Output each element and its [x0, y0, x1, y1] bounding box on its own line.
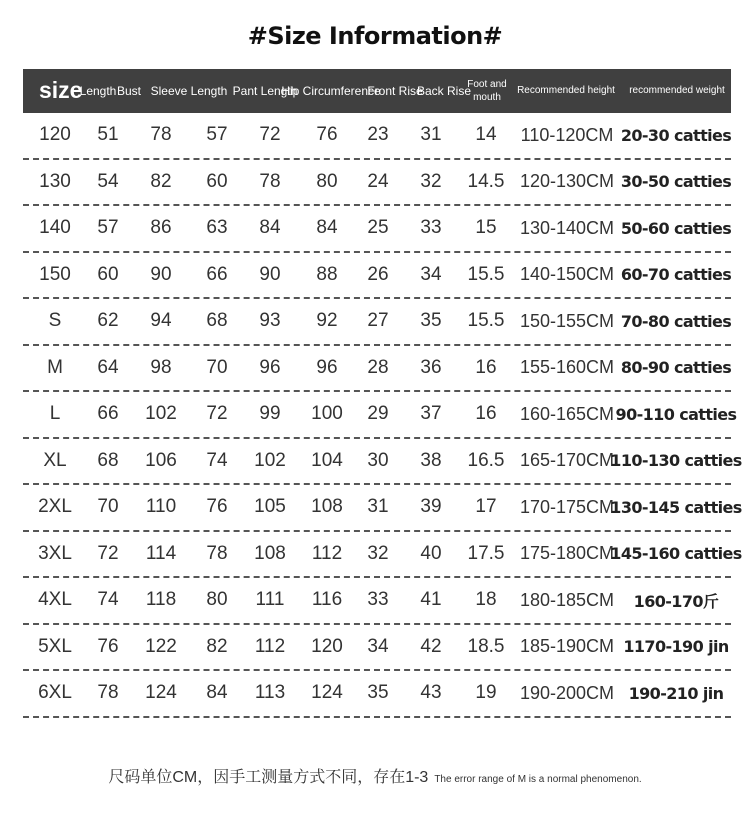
- cell-foot: 15.5: [467, 263, 505, 285]
- cell-length: 72: [97, 542, 119, 564]
- cell-front: 29: [367, 403, 389, 424]
- cell-hip: 124: [311, 682, 343, 703]
- cell-length: 76: [97, 635, 119, 657]
- cell-bust: 106: [145, 449, 177, 471]
- cell-weight: 190-210 jin: [628, 683, 724, 703]
- cell-hip: 88: [316, 263, 338, 285]
- cell-back: 42: [420, 635, 442, 657]
- cell-back: 34: [420, 263, 442, 285]
- cell-weight: 50-60 catties: [620, 218, 732, 238]
- cell-weight: 60-70 catties: [620, 265, 732, 284]
- cell-front: 31: [367, 496, 389, 517]
- table-row: [23, 485, 742, 532]
- cell-height: 160-165CM: [519, 403, 615, 424]
- cell-weight: 1170-190 jin: [623, 637, 729, 656]
- cell-bust: 102: [145, 403, 177, 424]
- cell-pant: 102: [254, 449, 286, 471]
- cell-hip: 112: [311, 542, 343, 564]
- cell-foot: 16: [475, 356, 497, 378]
- cell-hip: 120: [311, 635, 343, 657]
- cell-hip: 116: [311, 589, 343, 610]
- cell-foot: 15.5: [467, 310, 505, 331]
- cell-height: 165-170CM: [519, 450, 615, 470]
- cell-foot: 14.5: [467, 170, 505, 192]
- table-header: [23, 69, 731, 113]
- cell-height: 155-160CM: [519, 357, 615, 377]
- cell-weight: 160-170斤: [633, 591, 719, 611]
- cell-foot: 17.5: [467, 542, 505, 564]
- cell-weight: 70-80 catties: [620, 311, 732, 331]
- cell-sleeve: 68: [206, 310, 228, 331]
- cell-sleeve: 74: [206, 449, 228, 471]
- cell-pant: 93: [259, 310, 281, 331]
- cell-height: 190-200CM: [519, 682, 615, 703]
- cell-height: 175-180CM: [519, 543, 615, 563]
- cell-size: 2XL: [38, 496, 72, 517]
- table-row: [23, 671, 731, 718]
- cell-bust: 86: [150, 217, 172, 238]
- header-bust: Bust: [117, 83, 142, 98]
- cell-length: 78: [97, 682, 119, 703]
- cell-weight: 90-110 catties: [615, 404, 737, 424]
- cell-size: 140: [39, 217, 71, 238]
- cell-pant: 108: [254, 542, 286, 564]
- cell-front: 27: [367, 310, 389, 331]
- header-recommended-weight: recommended weight: [629, 85, 725, 97]
- cell-height: 180-185CM: [519, 589, 615, 610]
- cell-front: 25: [367, 217, 389, 238]
- cell-sleeve: 78: [206, 542, 228, 564]
- cell-size: L: [49, 403, 61, 424]
- footer-note: [0, 764, 750, 787]
- cell-height: 185-190CM: [519, 636, 615, 656]
- size-table-body: [23, 113, 742, 718]
- cell-back: 31: [420, 124, 442, 145]
- cell-sleeve: 57: [206, 124, 228, 145]
- cell-weight: 20-30 catties: [620, 125, 732, 145]
- cell-height: 150-155CM: [519, 310, 615, 331]
- table-row: [23, 578, 731, 625]
- cell-bust: 90: [150, 263, 172, 285]
- header-length: Length: [79, 83, 117, 98]
- footer-note-en: The error range of M is a normal phenomenon.: [434, 774, 642, 785]
- cell-sleeve: 82: [206, 635, 228, 657]
- cell-height: 120-130CM: [519, 171, 615, 191]
- cell-hip: 80: [316, 170, 338, 192]
- cell-height: 170-175CM: [519, 496, 615, 517]
- header-hip: Hip Circumference: [281, 83, 381, 98]
- table-row: [23, 625, 731, 672]
- cell-size: 130: [39, 170, 71, 192]
- table-row: [23, 439, 742, 486]
- table-row: [23, 299, 731, 346]
- cell-hip: 84: [316, 217, 338, 238]
- cell-pant: 112: [254, 635, 286, 657]
- cell-front: 28: [367, 356, 389, 378]
- cell-foot: 19: [475, 682, 497, 703]
- cell-foot: 15: [475, 217, 497, 238]
- cell-bust: 114: [145, 542, 177, 564]
- cell-front: 35: [367, 682, 389, 703]
- header-front-rise: Front Rise: [367, 83, 423, 98]
- cell-pant: 78: [259, 170, 281, 192]
- cell-length: 60: [97, 263, 119, 285]
- cell-sleeve: 76: [206, 496, 228, 517]
- cell-front: 33: [367, 589, 389, 610]
- cell-hip: 108: [311, 496, 343, 517]
- cell-front: 23: [367, 124, 389, 145]
- cell-sleeve: 63: [206, 217, 228, 238]
- cell-bust: 118: [145, 589, 177, 610]
- cell-back: 41: [420, 589, 442, 610]
- cell-size: XL: [43, 449, 67, 471]
- table-row: [23, 532, 742, 579]
- cell-foot: 16: [475, 403, 497, 424]
- cell-size: M: [47, 356, 63, 378]
- cell-pant: 90: [259, 263, 281, 285]
- cell-back: 43: [420, 682, 442, 703]
- cell-hip: 76: [316, 124, 338, 145]
- cell-bust: 82: [150, 170, 172, 192]
- cell-hip: 100: [311, 403, 343, 424]
- cell-hip: 104: [311, 449, 343, 471]
- table-row: [23, 206, 731, 253]
- cell-foot: 18.5: [467, 635, 505, 657]
- cell-size: 4XL: [38, 589, 72, 610]
- cell-bust: 124: [145, 682, 177, 703]
- header-size: size: [39, 77, 83, 104]
- cell-length: 57: [97, 217, 119, 238]
- cell-bust: 110: [145, 496, 177, 517]
- cell-front: 26: [367, 263, 389, 285]
- cell-pant: 113: [254, 682, 286, 703]
- cell-size: 6XL: [38, 682, 72, 703]
- cell-length: 64: [97, 356, 119, 378]
- table-row: [23, 113, 731, 160]
- cell-bust: 78: [150, 124, 172, 145]
- header-recommended-height: Recommended height: [517, 85, 615, 97]
- cell-sleeve: 80: [206, 589, 228, 610]
- cell-weight: 80-90 catties: [620, 358, 732, 377]
- cell-hip: 92: [316, 310, 338, 331]
- cell-back: 36: [420, 356, 442, 378]
- cell-back: 33: [420, 217, 442, 238]
- page-title: #Size Information#: [247, 22, 503, 50]
- cell-weight: 30-50 catties: [620, 172, 732, 191]
- cell-length: 51: [97, 124, 119, 145]
- cell-pant: 99: [259, 403, 281, 424]
- cell-length: 74: [97, 589, 119, 610]
- header-pant-length: Pant Length: [232, 83, 298, 98]
- cell-length: 54: [97, 170, 119, 192]
- cell-foot: 18: [475, 589, 497, 610]
- cell-front: 34: [367, 635, 389, 657]
- cell-front: 30: [367, 449, 389, 471]
- cell-sleeve: 70: [206, 356, 228, 378]
- cell-pant: 111: [255, 589, 285, 610]
- cell-size: 120: [39, 124, 71, 145]
- cell-size: 5XL: [38, 635, 72, 657]
- cell-foot: 16.5: [467, 449, 505, 471]
- cell-front: 32: [367, 542, 389, 564]
- cell-weight: 130-145 catties: [610, 497, 742, 517]
- cell-sleeve: 60: [206, 170, 228, 192]
- cell-foot: 14: [475, 124, 497, 145]
- cell-pant: 84: [259, 217, 281, 238]
- cell-pant: 96: [259, 356, 281, 378]
- cell-back: 39: [420, 496, 442, 517]
- cell-back: 37: [420, 403, 442, 424]
- cell-back: 40: [420, 542, 442, 564]
- table-row: [23, 160, 731, 207]
- cell-bust: 98: [150, 356, 172, 378]
- cell-foot: 17: [475, 496, 497, 517]
- cell-height: 140-150CM: [519, 264, 615, 284]
- cell-pant: 105: [254, 496, 286, 517]
- table-row: [23, 346, 731, 393]
- cell-sleeve: 72: [206, 403, 228, 424]
- cell-back: 35: [420, 310, 442, 331]
- cell-front: 24: [367, 170, 389, 192]
- footer-note-cn: 尺码单位CM，因手工测量方式不同，存在1-3: [108, 769, 429, 786]
- cell-sleeve: 66: [206, 263, 228, 285]
- cell-back: 38: [420, 449, 442, 471]
- cell-length: 68: [97, 449, 119, 471]
- cell-length: 62: [97, 310, 119, 331]
- cell-back: 32: [420, 170, 442, 192]
- cell-pant: 72: [259, 124, 281, 145]
- cell-bust: 122: [145, 635, 177, 657]
- cell-bust: 94: [150, 310, 172, 331]
- cell-height: 130-140CM: [519, 217, 615, 238]
- header-sleeve-length: Sleeve Length: [150, 83, 228, 98]
- cell-height: 110-120CM: [520, 124, 614, 145]
- cell-length: 66: [97, 403, 119, 424]
- cell-sleeve: 84: [206, 682, 228, 703]
- cell-hip: 96: [316, 356, 338, 378]
- table-row: [23, 253, 731, 300]
- table-row: [23, 392, 737, 439]
- cell-size: 150: [39, 263, 71, 285]
- header-back-rise: Back Rise: [416, 83, 472, 98]
- header-foot-mouth: Foot and mouth: [467, 78, 507, 103]
- cell-size: S: [48, 310, 62, 331]
- cell-size: 3XL: [38, 542, 72, 564]
- cell-length: 70: [97, 496, 119, 517]
- cell-weight: 110-130 catties: [610, 451, 742, 470]
- cell-weight: 145-160 catties: [610, 544, 742, 563]
